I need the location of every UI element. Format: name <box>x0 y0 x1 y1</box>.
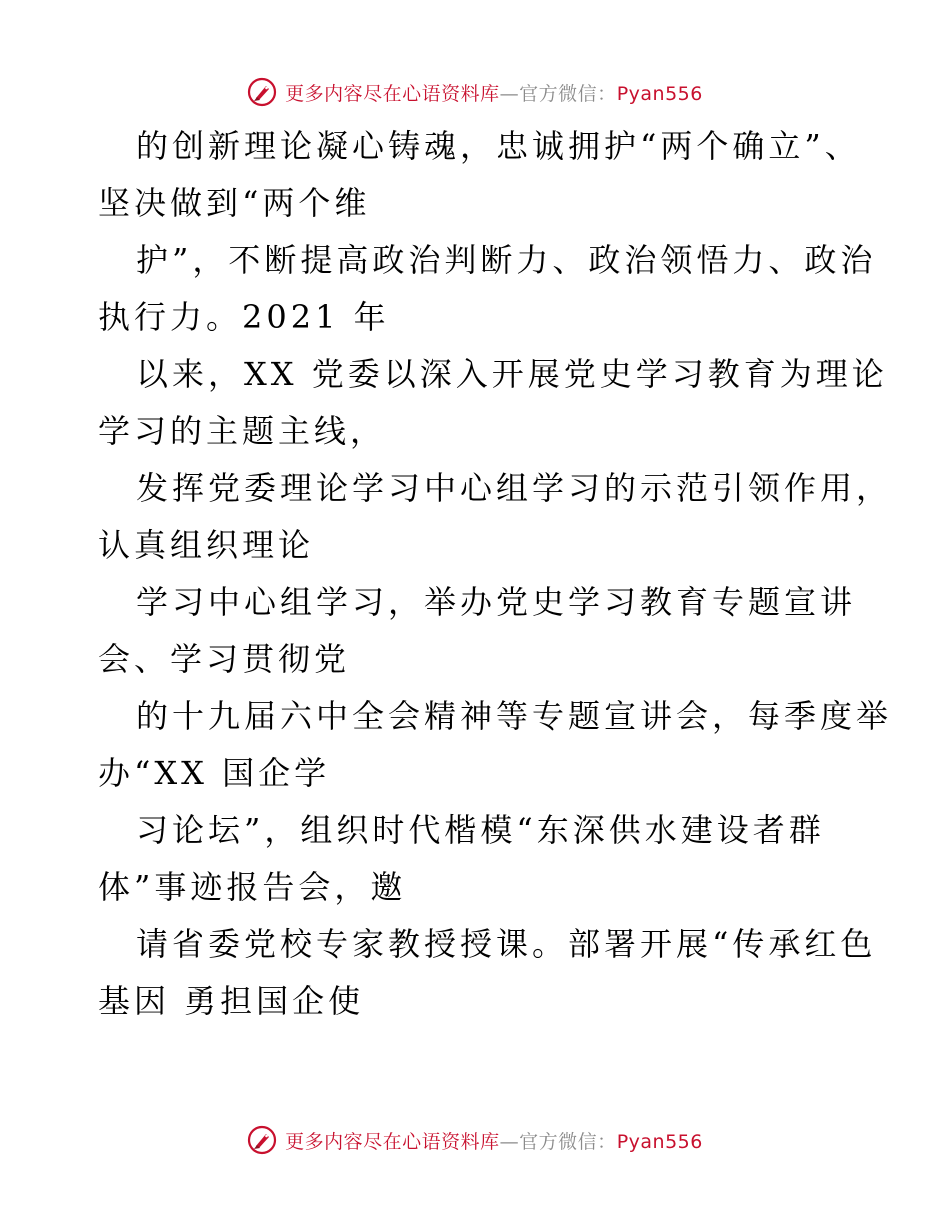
footer-wechat-id: Pyan556 <box>616 1130 703 1153</box>
text-line: 基因 勇担国企使 <box>98 982 365 1020</box>
paragraph <box>98 574 868 688</box>
text-line: 学习的主题主线， <box>98 412 387 450</box>
header-banner-text <box>285 79 703 106</box>
header-main-text: 更多内容尽在心语资料库 <box>285 82 500 105</box>
header-wechat-id: Pyan556 <box>616 82 703 105</box>
header-wechat-label: 官方微信： <box>519 82 617 105</box>
text-line: 护”，不断提高政治判断力、政治领悟力、政治 <box>136 241 877 279</box>
text-line: 学习中心组学习，举办党史学习教育专题宣讲 <box>136 583 857 621</box>
text-line: 认真组织理论 <box>98 526 315 564</box>
footer-wechat-label: 官方微信： <box>519 1130 617 1153</box>
text-line: 办“XX 国企学 <box>98 754 331 792</box>
text-line: 请省委党校专家教授授课。部署开展“传承红色 <box>136 925 877 963</box>
text-line: 发挥党委理论学习中心组学习的示范引领作用， <box>136 469 893 507</box>
paragraph <box>98 232 877 346</box>
pen-nib-logo-icon <box>247 1125 277 1155</box>
footer-banner-text <box>285 1127 703 1154</box>
paragraph <box>98 460 893 574</box>
page-footer <box>0 1120 950 1160</box>
text-line: 执行力。2021 年 <box>98 298 390 336</box>
paragraph <box>98 346 888 460</box>
header-separator: — <box>499 82 520 105</box>
text-line: 习论坛”，组织时代楷模“东深供水建设者群 <box>136 811 825 849</box>
text-line: 的创新理论凝心铸魂，忠诚拥护“两个确立”、 <box>136 127 861 165</box>
document-body <box>98 118 893 1030</box>
paragraph <box>98 802 868 916</box>
text-line: 体”事迹报告会，邀 <box>98 868 407 906</box>
paragraph <box>98 688 893 802</box>
footer-main-text: 更多内容尽在心语资料库 <box>285 1130 500 1153</box>
text-line: 以来，XX 党委以深入开展党史学习教育为理论 <box>136 355 888 393</box>
footer-separator: — <box>499 1130 520 1153</box>
paragraph <box>98 118 868 232</box>
text-line: 的十九届六中全会精神等专题宣讲会，每季度举 <box>136 697 893 735</box>
pen-nib-logo-icon <box>247 77 277 107</box>
paragraph <box>98 916 877 1030</box>
text-line: 会、学习贯彻党 <box>98 640 351 678</box>
text-line: 坚决做到“两个维 <box>98 184 371 222</box>
page-header <box>0 72 950 112</box>
